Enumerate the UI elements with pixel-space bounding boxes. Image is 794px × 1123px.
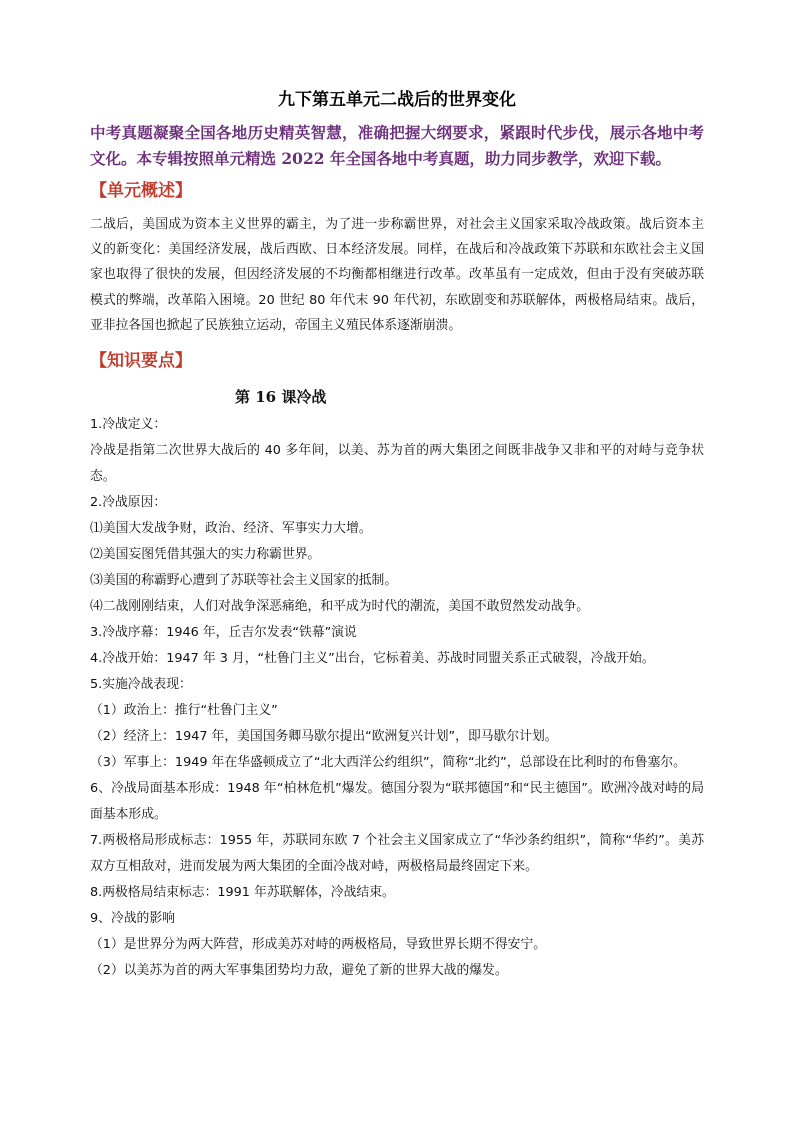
knowledge-item: 4.冷战开始：1947 年 3 月，“杜鲁门主义”出台，它标着美、苏战时同盟关系正式破裂，冷战开始。: [90, 651, 655, 667]
knowledge-item: ⑵美国妄图凭借其强大的实力称霸世界。: [90, 547, 321, 563]
knowledge-item: 6、冷战局面基本形成：1948 年“柏林危机”爆发。德国分裂为“联邦德国”和“民主德国”。欧洲冷战对峙的局面基本形成。: [90, 781, 704, 823]
knowledge-item: 1.冷战定义：: [90, 417, 167, 433]
knowledge-item: （2）经济上：1947 年，美国国务卿马歇尔提出“欧洲复兴计划”，即马歇尔计划。: [90, 729, 558, 745]
knowledge-item: 冷战是指第二次世界大战后的 40 多年间，以美、苏为首的两大集团之间既非战争又非和平的对峙与竞争状态。: [90, 443, 704, 485]
knowledge-item: （2）以美苏为首的两大军事集团势均力敌，避免了新的世界大战的爆发。: [90, 963, 508, 979]
knowledge-item: 5.实施冷战表现：: [90, 677, 192, 693]
knowledge-item: ⑴美国大发战争财，政治、经济、军事实力大增。: [90, 521, 372, 537]
lesson-title: 第 16 课冷战: [235, 388, 327, 407]
knowledge-item: （1）是世界分为两大阵营，形成美苏对峙的两极格局，导致世界长期不得安宁。: [90, 937, 547, 953]
knowledge-item: 7.两极格局形成标志：1955 年，苏联同东欧 7 个社会主义国家成立了“华沙条约组织”，简称“华约”。美苏双方互相敌对，进而发展为两大集团的全面冷战对峙，两极格局最终固定下来。: [90, 833, 704, 875]
knowledge-item: 8.两极格局结束标志：1991 年苏联解体，冷战结束。: [90, 885, 395, 901]
knowledge-item: 9、冷战的影响: [90, 911, 175, 927]
knowledge-item: 3.冷战序幕：1946 年，丘吉尔发表“铁幕”演说: [90, 625, 357, 641]
knowledge-item: （3）军事上：1949 年在华盛顿成立了“北大西洋公约组织”，简称“北约”，总部设在比利时的布鲁塞尔。: [90, 755, 686, 771]
knowledge-list: [90, 412, 704, 984]
unit-overview-heading: 【单元概述】: [90, 181, 192, 201]
knowledge-item: （1）政治上：推行“杜鲁门主义”: [90, 703, 278, 719]
knowledge-item: 2.冷战原因：: [90, 495, 167, 511]
document-title: 九下第五单元二战后的世界变化: [278, 90, 516, 110]
knowledge-item: ⑷二战刚刚结束，人们对战争深恶痛绝，和平成为时代的潮流，美国不敢贸然发动战争。: [90, 599, 590, 615]
intro-paragraph: 中考真题凝聚全国各地历史精英智慧，准确把握大纲要求，紧跟时代步伐，展示各地中考文化。本专辑按照单元精选 2022 年全国各地中考真题，助力同步教学，欢迎下载。: [90, 123, 704, 168]
knowledge-item: ⑶美国的称霸野心遭到了苏联等社会主义国家的抵制。: [90, 573, 398, 589]
unit-overview-text: 二战后，美国成为资本主义世界的霸主，为了进一步称霸世界，对社会主义国家采取冷战政策。战后资本主义的新变化：美国经济发展，战后西欧、日本经济发展。同样，在战后和冷战政策下苏联和东欧社会主义国家也取得了很快的发展，但因经济发展的不均衡都相继进行改革。改革虽有一定成效，但由于没有突破苏联模式的弊端，改革陷入困境。20 世纪 80 年代末 90 年代初，东欧剧变和苏联解体，两极格局结束。战后，亚非拉各国也掀起了民族独立运动，帝国主义殖民体系逐渐崩溃。: [90, 217, 704, 333]
knowledge-points-heading: 【知识要点】: [90, 351, 192, 372]
